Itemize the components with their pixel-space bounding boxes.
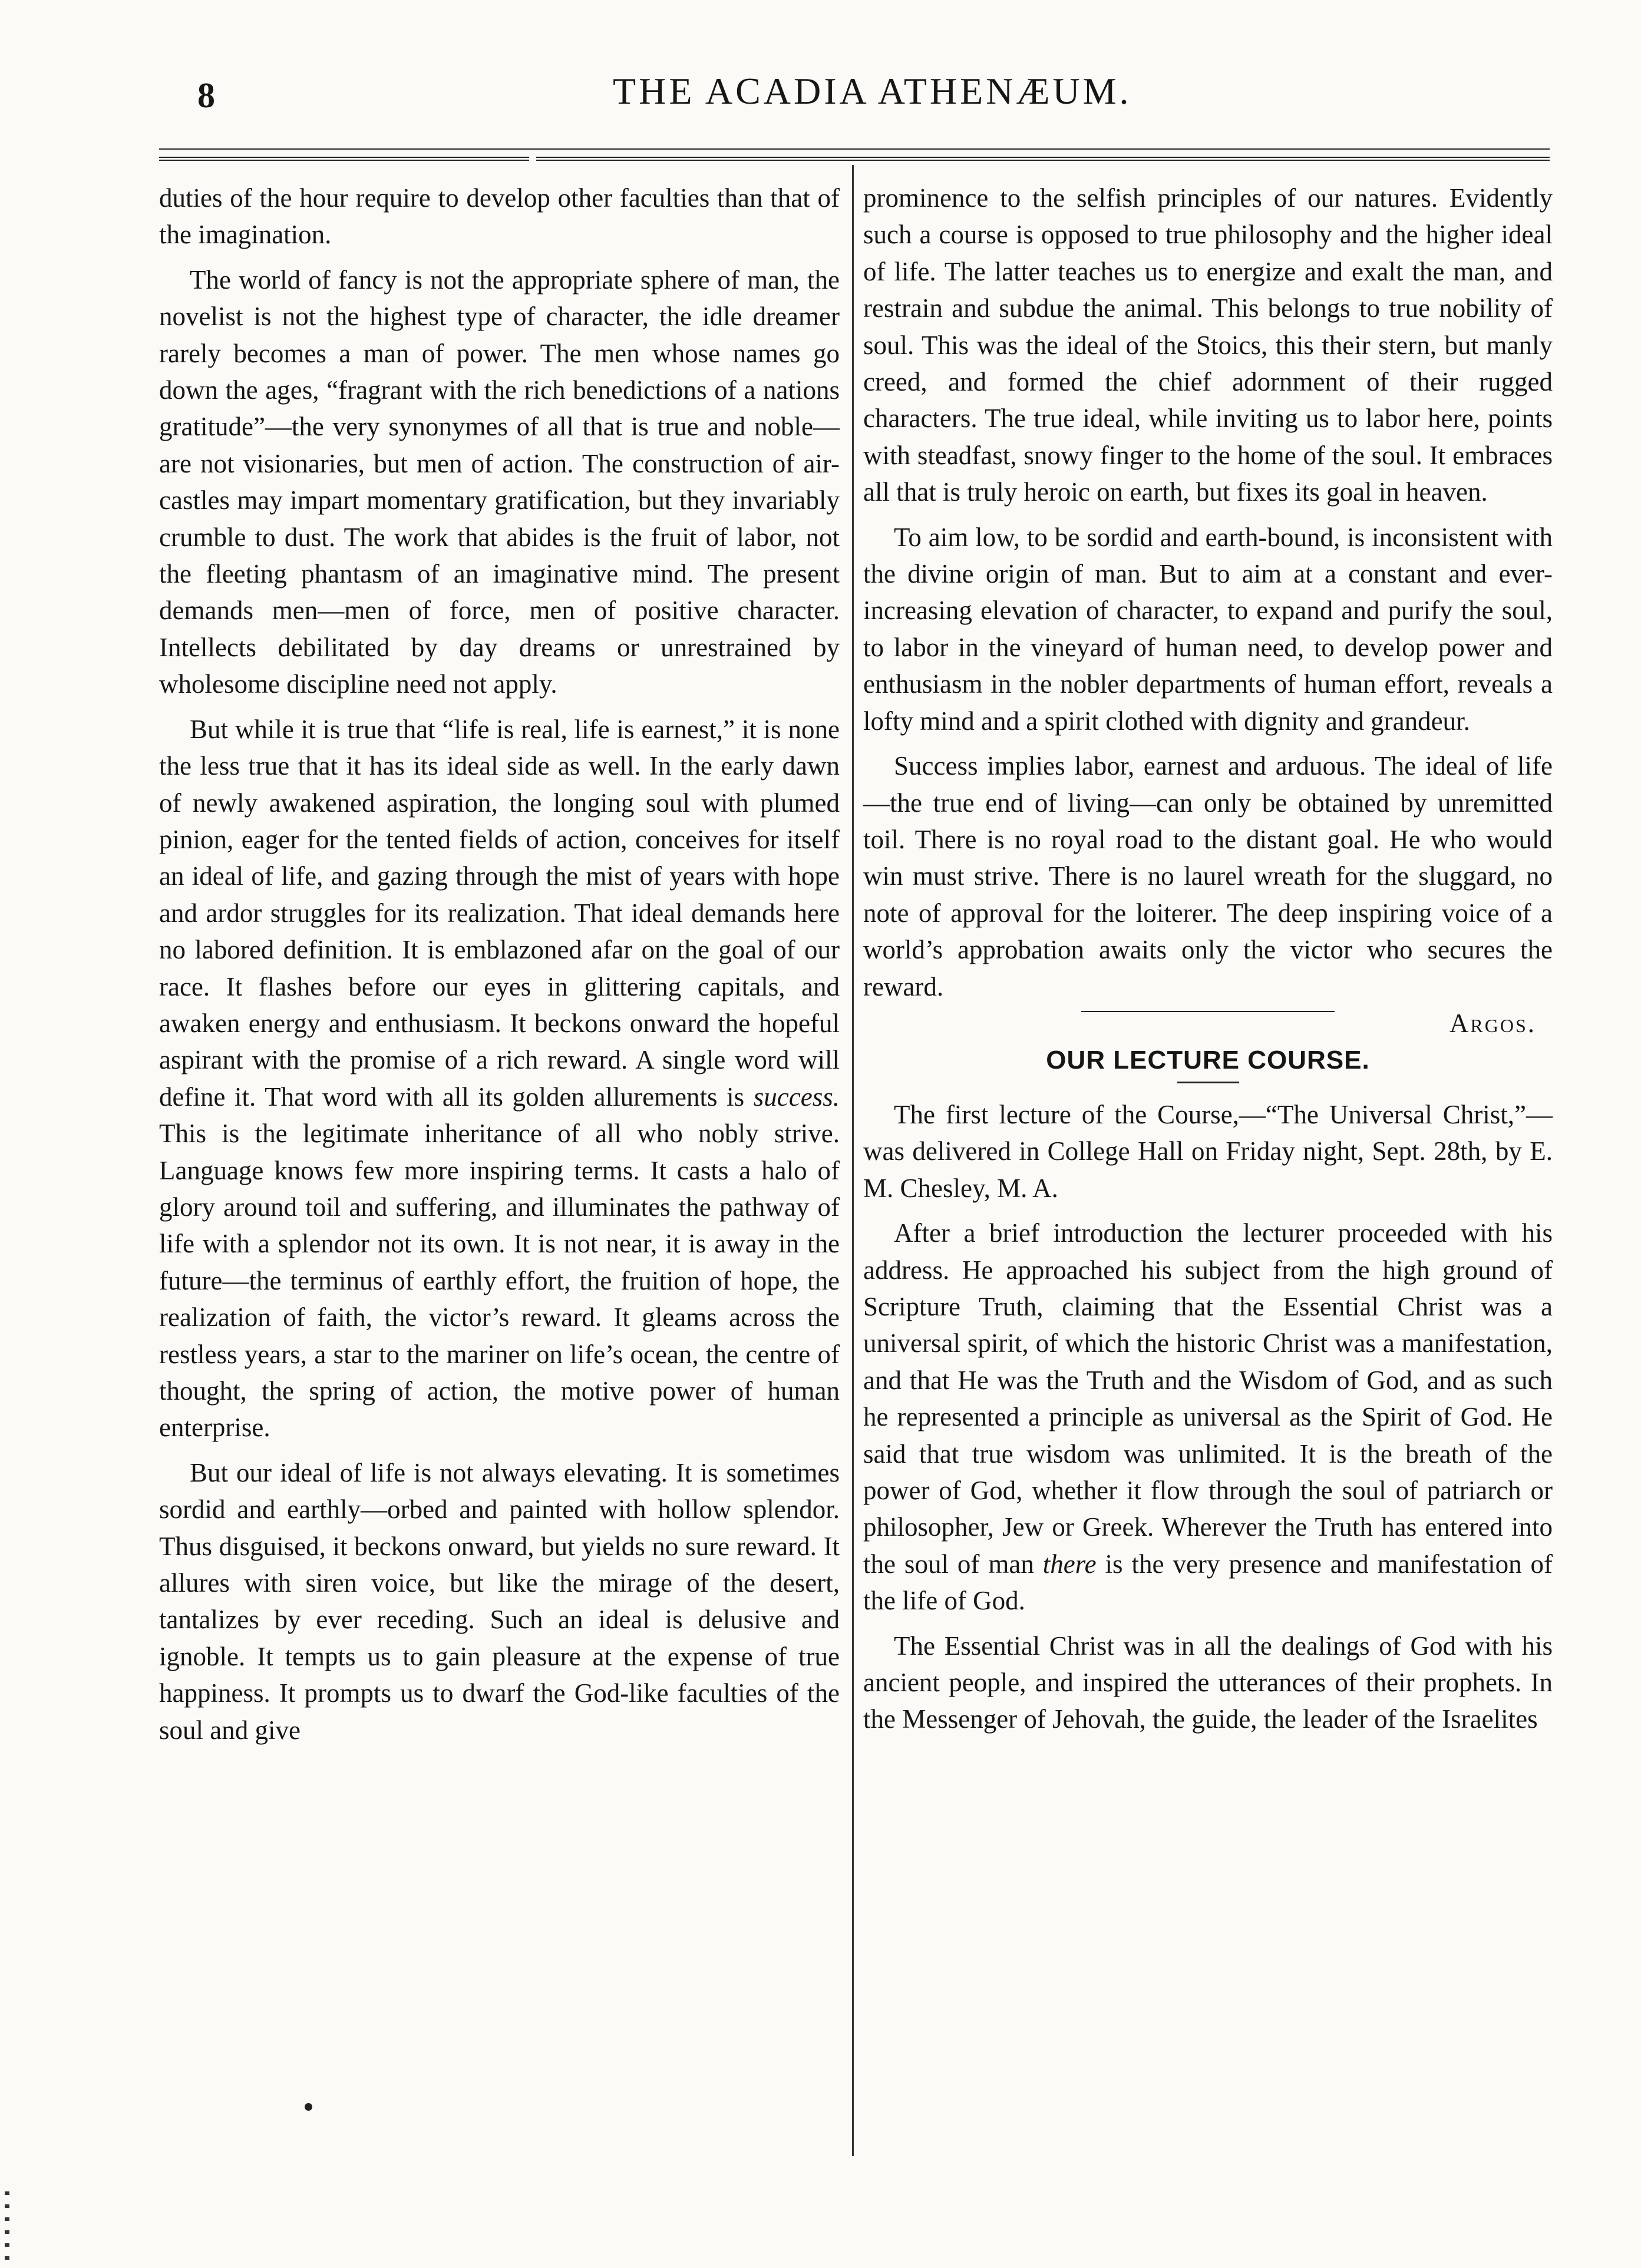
stray-ink-dot	[305, 2103, 312, 2111]
author-signature: Argos.	[1449, 1008, 1536, 1038]
emphasis: success.	[753, 1082, 840, 1112]
header-double-rule-left	[159, 157, 529, 161]
paragraph: Success implies labor, earnest and arduous. The ideal of life—the true end of living—can only be obtained by unremitted toil. There is no royal road to the distant goal. He who would win must strive. There is no laurel wreath for the sluggard, no note of approval for the loiterer. The deep inspiring voice of a world’s approbation awaits only the victor who secures the reward.	[863, 751, 1553, 1001]
paragraph: The world of fancy is not the appropriate sphere of man, the novelist is not the highest type of character, the idle dreamer rarely becomes a man of power. The men whose names go down the ages, “fragrant with the rich benedictions of a nations gratitude”—the very synonymes of all that is true and noble—are not visionaries, but men of action. The construction of air-castles may impart momentary gratification, but they invariably crumble to dust. The work that abides is the fruit of labor, not the fleeting phantasm of an imaginative mind. The present demands men—men of force, men of positive character. Intellects debilitated by day dreams or unrestrained by wholesome discipline need not apply.	[159, 265, 840, 699]
paragraph-text: is the very presence and manifestation of the life of God.	[863, 1549, 1553, 1616]
paragraph: The Essential Christ was in all the dealings of God with his ancient people, and inspired the utterances of their prophets. In the Messenger of Jehovah, the guide, the leader of the Israelites	[863, 1631, 1553, 1734]
paragraph	[159, 711, 840, 1446]
page-number: 8	[197, 76, 215, 115]
paragraph: But our ideal of life is not always elevating. It is sometimes sordid and earthly—orbed and painted with hollow splendor. Thus disguised, it beckons onward, but yields no sure reward. It allures with siren voice, but like the mirage of the desert, tantalizes by ever receding. Such an ideal is delusive and ignoble. It tempts us to gain pleasure at the expense of true happiness. It prompts us to dwarf the God-like faculties of the soul and give	[159, 1457, 840, 1745]
left-column	[159, 180, 840, 1748]
paragraph: prominence to the selfish principles of our natures. Evidently such a course is opposed to true philosophy and the higher ideal of life. The latter teaches us to energize and exalt the man, and restrain and subdue the animal. This belongs to true nobility of soul. This was the ideal of the Stoics, this their stern, but manly creed, and formed the chief adornment of their rugged characters. The true ideal, while inviting us to labor here, points with steadfast, snowy finger to the home of the soul. It embraces all that is truly heroic on earth, but fixes its goal in heaven.	[863, 183, 1553, 507]
section-heading: OUR LECTURE COURSE.	[1046, 1045, 1370, 1075]
right-column	[863, 180, 1553, 1738]
paragraph-text: This is the legitimate inheritance of all who nobly strive. Language knows few more inspiring terms. It casts a halo of glory around toil and suffering, and illuminates the pathway of life with a splendor not its own. It is not near, it is away in the future—the terminus of earthly effort, the fruition of hope, the realization of faith, the victor’s reward. It gleams across the restless years, a star to the mariner on life’s ocean, the centre of thought, the spring of action, the motive power of human enterprise.	[159, 1119, 840, 1443]
margin-marks	[5, 2191, 9, 2262]
paragraph: duties of the hour require to develop other faculties than that of the imagination.	[159, 183, 840, 250]
paragraph	[863, 1215, 1553, 1619]
paragraph-text: After a brief introduction the lecturer proceeded with his address. He approached his subject from the high ground of Scripture Truth, claiming that the Essential Christ was a universal spirit, of which the historic Christ was a manifestation, and that He was the Truth and the Wisdom of God, and as such he represented a principle as universal as the Spirit of God. He said that true wisdom was unlimited. It is the breath of the power of God, whether it flow through the soul of patriarch or philosopher, Jew or Greek. Wherever the Truth has entered into the soul of man	[863, 1218, 1553, 1579]
paragraph-text: But while it is true that “life is real, life is earnest,” it is none the less true that it has its ideal side as well. In the early dawn of newly awakened aspiration, the longing soul with plumed pinion, eager for the tented fields of action, conceives for itself an ideal of life, and gazing through the mist of years with hope and ardor struggles for its realization. That ideal demands here no labored definition. It is emblazoned afar on the goal of our race. It flashes before our eyes in glittering capitals, and awaken energy and enthusiasm. It beckons onward the hopeful aspirant with the promise of a rich reward. A single word will define it. That word with all its golden allurements is	[159, 714, 840, 1112]
separator-rule	[1081, 1011, 1335, 1012]
paragraph: To aim low, to be sordid and earth-bound, is inconsistent with the divine origin of man. But to aim at a constant and ever-increasing elevation of character, to expand and purify the soul, to labor in the vineyard of human need, to develop power and enthusiasm in the nobler departments of human effort, reveals a lofty mind and a spirit clothed with dignity and grandeur.	[863, 522, 1553, 736]
header-rule	[159, 148, 1550, 150]
column-divider	[852, 165, 854, 2156]
header-double-rule-right	[536, 157, 1550, 161]
emphasis: there	[1042, 1549, 1097, 1579]
heading-rule	[1177, 1082, 1239, 1083]
paragraph: The first lecture of the Course,—“The Universal Christ,”—was delivered in College Hall on Friday night, Sept. 28th, by E. M. Chesley, M. A.	[863, 1099, 1553, 1203]
running-head-title: THE ACADIA ATHENÆUM.	[613, 70, 1132, 112]
